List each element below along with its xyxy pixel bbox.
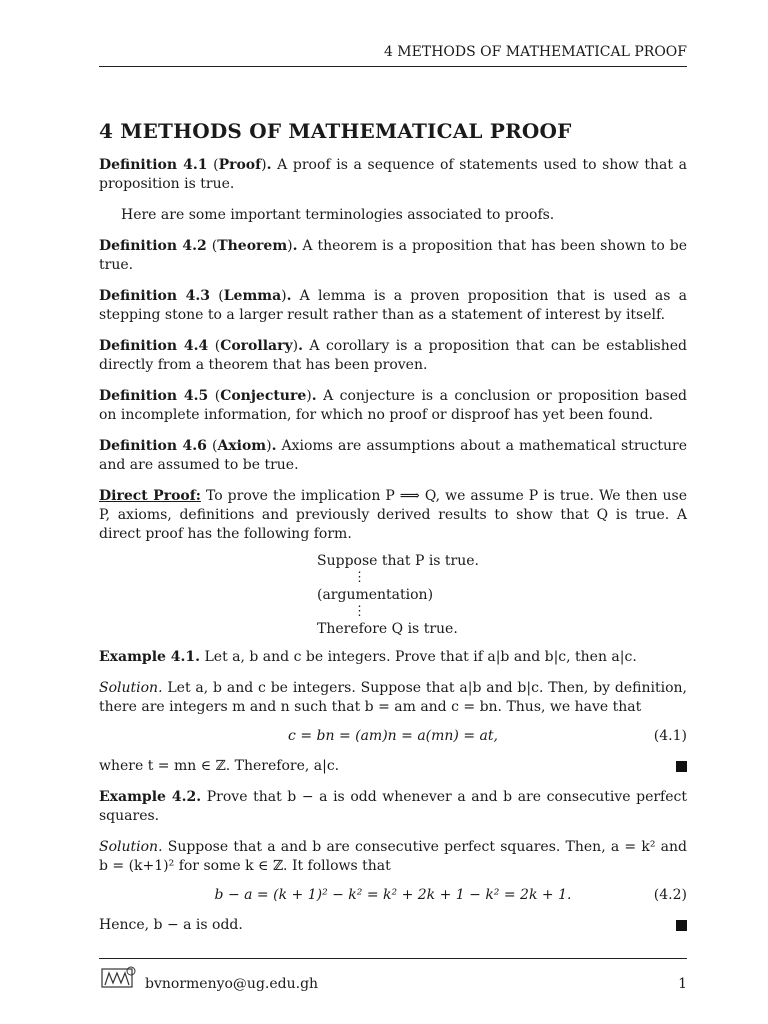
definition-label: Definition 4.6 bbox=[99, 438, 207, 454]
template-line-suppose: Suppose that P is true. bbox=[317, 553, 479, 569]
definition-text: A theorem is a proposition that has been shown to be true. bbox=[99, 238, 687, 273]
example-text: Prove that b − a is odd whenever a and b are consecutive perfect squares. bbox=[99, 789, 687, 824]
solution-4-1-conclusion bbox=[99, 757, 687, 776]
definition-term: Conjecture bbox=[220, 388, 307, 404]
definition-label: Definition 4.4 bbox=[99, 338, 209, 354]
author-email: bvnormenyo@ug.edu.gh bbox=[145, 976, 319, 992]
equation-number: (4.1) bbox=[653, 728, 687, 744]
example-4-2 bbox=[99, 788, 687, 826]
solution-4-2 bbox=[99, 838, 687, 876]
definition-conjecture: Definition 4.5 (Conjecture). A conjecture is a conclusion or proposition based on incomplete information, for which no proof or disproof has yet been found. bbox=[99, 388, 687, 423]
definition-text: A corollary is a proposition that can be established directly from a theorem that has been proven. bbox=[99, 338, 687, 373]
direct-proof-paragraph bbox=[99, 487, 687, 544]
equation-body: c = bn = (am)n = a(mn) = at, bbox=[288, 728, 498, 744]
equation-4-1 bbox=[99, 717, 687, 757]
university-logo-icon bbox=[101, 965, 137, 991]
section-title: 4 METHODS OF MATHEMATICAL PROOF bbox=[99, 119, 572, 143]
example-label: Example 4.2. bbox=[99, 789, 202, 805]
solution-label: Solution. bbox=[99, 680, 163, 696]
definition-text: A proof is a sequence of statements used to show that a proposition is true. bbox=[99, 157, 687, 192]
equation-number: (4.2) bbox=[653, 887, 687, 903]
template-line-argumentation: (argumentation) bbox=[317, 587, 434, 603]
example-text: Let a, b and c be integers. Prove that if a|b and b|c, then a|c. bbox=[200, 649, 637, 665]
solution-4-1 bbox=[99, 679, 687, 717]
example-4-1 bbox=[99, 648, 687, 667]
solution-4-2-conclusion bbox=[99, 916, 687, 935]
definition-label: Definition 4.1 bbox=[99, 157, 208, 173]
equation-body: b − a = (k + 1)² − k² = k² + 2k + 1 − k² = 2k + 1. bbox=[214, 887, 572, 903]
definition-term: Theorem bbox=[217, 238, 288, 254]
vertical-dots-icon: ⋮ bbox=[353, 570, 366, 585]
qed-square-icon bbox=[676, 761, 687, 772]
solution-label: Solution. bbox=[99, 839, 163, 855]
intro-paragraph: Here are some important terminologies associated to proofs. bbox=[121, 207, 555, 223]
definition-theorem: Definition 4.2 (Theorem). A theorem is a proposition that has been shown to be true. bbox=[99, 238, 687, 273]
definition-lemma: Definition 4.3 (Lemma). A lemma is a proven proposition that is used as a stepping stone to a larger result rather than as a statement of interest by itself. bbox=[99, 288, 687, 323]
definition-term: Corollary bbox=[220, 338, 293, 354]
running-header: 4 METHODS OF MATHEMATICAL PROOF bbox=[99, 44, 687, 67]
definition-term: Axiom bbox=[217, 438, 267, 454]
definition-corollary: Definition 4.4 (Corollary). A corollary is a proposition that can be established directly from a theorem that has been proven. bbox=[99, 338, 687, 373]
definition-text: A conjecture is a conclusion or proposition based on incomplete information, for which no proof or disproof has yet been found. bbox=[99, 388, 687, 423]
definition-label: Definition 4.5 bbox=[99, 388, 209, 404]
solution-text: Let a, b and c be integers. Suppose that a|b and b|c. Then, by definition, there are integers m and n such that b = am and c = bn. Thus, we have that bbox=[99, 680, 687, 715]
definition-proof: Definition 4.1 (Proof). A proof is a sequence of statements used to show that a proposition is true. bbox=[99, 157, 687, 192]
example-label: Example 4.1. bbox=[99, 649, 201, 665]
definition-axiom: Definition 4.6 (Axiom). Axioms are assumptions about a mathematical structure and are assumed to be true. bbox=[99, 438, 688, 473]
conclusion-text: Hence, b − a is odd. bbox=[99, 917, 243, 933]
vertical-dots-icon: ⋮ bbox=[353, 604, 366, 619]
template-line-therefore: Therefore Q is true. bbox=[317, 621, 458, 637]
solution-text: Suppose that a and b are consecutive perfect squares. Then, a = k² and b = (k+1)² for some k ∈ ℤ. It follows that bbox=[99, 839, 687, 874]
qed-square-icon bbox=[676, 920, 687, 931]
proof-template bbox=[317, 550, 557, 640]
definition-term: Lemma bbox=[223, 288, 282, 304]
page-number: 1 bbox=[678, 976, 687, 992]
direct-proof-text: To prove the implication P ⟹ Q, we assume P is true. We then use P, axioms, definitions and previously derived results to show that Q is true. A direct proof has the following form. bbox=[99, 488, 687, 542]
definition-text: Axioms are assumptions about a mathematical structure and are assumed to be true. bbox=[99, 438, 688, 473]
definition-label: Definition 4.2 bbox=[99, 238, 207, 254]
page-content bbox=[99, 118, 687, 935]
page-footer bbox=[99, 958, 687, 999]
definition-text: A lemma is a proven proposition that is used as a stepping stone to a larger result rather than as a statement of interest by itself. bbox=[99, 288, 687, 323]
definition-term: Proof bbox=[218, 157, 262, 173]
direct-proof-heading: Direct Proof: bbox=[99, 488, 201, 504]
equation-4-2 bbox=[99, 876, 687, 916]
definition-label: Definition 4.3 bbox=[99, 288, 211, 304]
conclusion-text: where t = mn ∈ ℤ. Therefore, a|c. bbox=[99, 758, 340, 774]
